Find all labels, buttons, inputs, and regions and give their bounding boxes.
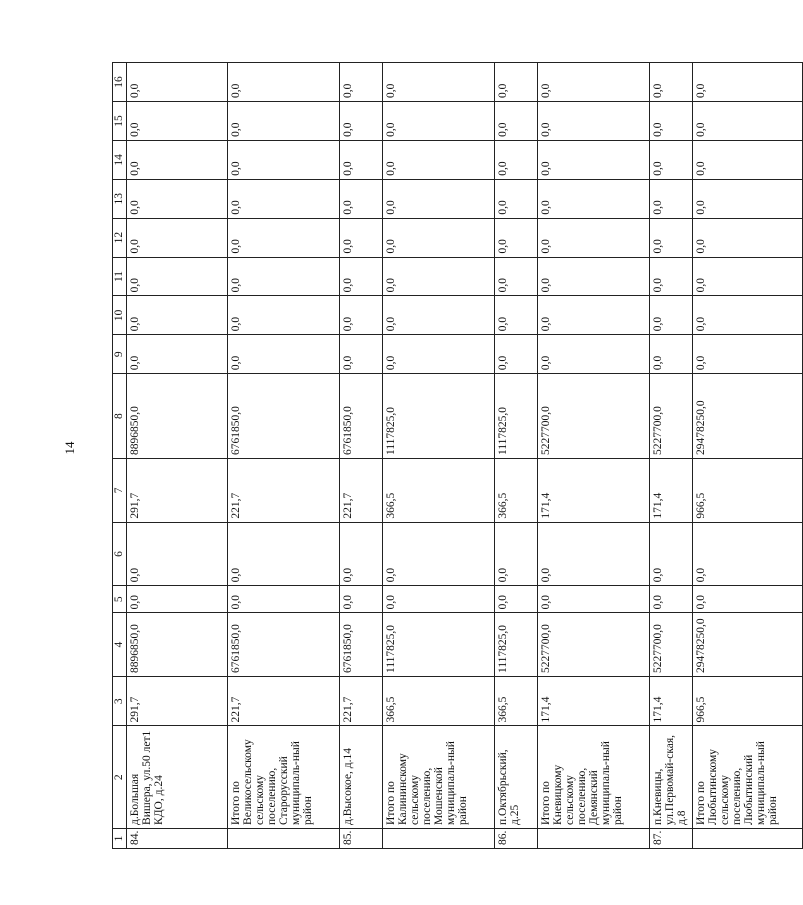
table-row [383,63,495,849]
header-cell: 4 [113,613,127,677]
value-cell: 0,0 [495,296,538,335]
value-cell: 0,0 [340,179,383,218]
header-cell: 5 [113,586,127,613]
value-cell: 29478250,0 [693,374,803,459]
value-cell: 0,0 [383,335,495,374]
value-cell: 0,0 [693,179,803,218]
value-cell: 0,0 [538,522,650,586]
header-cell: 14 [113,140,127,179]
value-cell: 0,0 [538,586,650,613]
value-cell: 6761850,0 [228,613,340,677]
row-name-cell: Итого по Великосельскому сельскому поселению, Старорусский муниципаль-ный район [228,726,340,829]
table-wrapper [112,62,780,849]
value-cell: 1117825,0 [383,374,495,459]
value-cell: 0,0 [495,335,538,374]
value-cell: 171,4 [538,459,650,523]
header-cell: 12 [113,218,127,257]
value-cell: 221,7 [340,459,383,523]
value-cell: 366,5 [495,459,538,523]
value-cell: 0,0 [340,335,383,374]
value-cell: 0,0 [383,257,495,296]
header-cell: 16 [113,63,127,102]
value-cell: 366,5 [383,676,495,725]
table-row [495,63,538,849]
row-name-cell: Итого по Кневицкому сельскому поселению, Демянский муниципаль-ный район [538,726,650,829]
value-cell: 0,0 [127,257,228,296]
row-name-cell: Итого по Калининскому сельскому поселению, Мошенской муниципаль-ный район [383,726,495,829]
value-cell: 0,0 [538,335,650,374]
value-cell: 0,0 [340,102,383,141]
row-number-cell [383,828,495,848]
value-cell: 0,0 [383,63,495,102]
value-cell: 0,0 [495,63,538,102]
value-cell: 0,0 [538,140,650,179]
value-cell: 1117825,0 [383,613,495,677]
value-cell: 0,0 [340,63,383,102]
value-cell: 0,0 [693,522,803,586]
value-cell: 6761850,0 [228,374,340,459]
row-number-cell: 84. [127,828,228,848]
value-cell: 0,0 [495,102,538,141]
header-cell: 6 [113,522,127,586]
data-table [112,62,803,849]
value-cell: 1117825,0 [495,613,538,677]
header-cell: 9 [113,335,127,374]
value-cell: 0,0 [538,63,650,102]
value-cell: 0,0 [495,140,538,179]
value-cell: 29478250,0 [693,613,803,677]
value-cell: 966,5 [693,459,803,523]
value-cell: 221,7 [340,676,383,725]
value-cell: 0,0 [340,296,383,335]
row-name-cell: п.Октябрьский, д.25 [495,726,538,829]
row-number-cell: 86. [495,828,538,848]
value-cell: 8896850,0 [127,374,228,459]
value-cell: 5227700,0 [538,613,650,677]
value-cell: 0,0 [650,296,693,335]
value-cell: 291,7 [127,459,228,523]
header-cell: 10 [113,296,127,335]
row-number-cell: 87. [650,828,693,848]
value-cell: 0,0 [228,102,340,141]
value-cell: 6761850,0 [340,374,383,459]
value-cell: 0,0 [383,218,495,257]
value-cell: 0,0 [693,102,803,141]
value-cell: 0,0 [127,63,228,102]
value-cell: 0,0 [650,102,693,141]
row-name-cell: д.Большая Вишера, ул.50 лет1 КДО, д.24 [127,726,228,829]
value-cell: 0,0 [650,179,693,218]
value-cell: 0,0 [228,257,340,296]
value-cell: 6761850,0 [340,613,383,677]
value-cell: 0,0 [228,296,340,335]
value-cell: 0,0 [127,102,228,141]
value-cell: 0,0 [693,140,803,179]
value-cell: 0,0 [228,63,340,102]
value-cell: 0,0 [383,102,495,141]
value-cell: 0,0 [340,218,383,257]
value-cell: 0,0 [693,63,803,102]
header-cell: 15 [113,102,127,141]
value-cell: 0,0 [383,522,495,586]
value-cell: 0,0 [650,335,693,374]
header-cell: 13 [113,179,127,218]
value-cell: 0,0 [127,335,228,374]
value-cell: 0,0 [495,218,538,257]
value-cell: 0,0 [228,335,340,374]
value-cell: 0,0 [340,522,383,586]
row-number-cell [538,828,650,848]
value-cell: 221,7 [228,459,340,523]
value-cell: 0,0 [693,586,803,613]
header-row [113,63,127,849]
value-cell: 0,0 [228,218,340,257]
value-cell: 0,0 [495,586,538,613]
value-cell: 0,0 [127,218,228,257]
table-body [113,63,803,849]
value-cell: 0,0 [495,179,538,218]
value-cell: 0,0 [693,218,803,257]
header-cell: 2 [113,726,127,829]
value-cell: 0,0 [650,218,693,257]
table-row [228,63,340,849]
value-cell: 8896850,0 [127,613,228,677]
value-cell: 0,0 [693,335,803,374]
row-number-cell [228,828,340,848]
header-cell: 11 [113,257,127,296]
table-row [127,63,228,849]
value-cell: 0,0 [127,140,228,179]
value-cell: 5227700,0 [650,613,693,677]
value-cell: 0,0 [495,522,538,586]
value-cell: 0,0 [383,586,495,613]
value-cell: 0,0 [340,257,383,296]
value-cell: 0,0 [383,296,495,335]
value-cell: 0,0 [228,140,340,179]
value-cell: 0,0 [383,140,495,179]
header-cell: 7 [113,459,127,523]
row-name-cell: Итого по Любытинскому сельскому поселению, Любытинский муниципаль-ный район [693,726,803,829]
value-cell: 171,4 [538,676,650,725]
header-cell: 1 [113,828,127,848]
value-cell: 0,0 [127,179,228,218]
value-cell: 0,0 [693,296,803,335]
value-cell: 0,0 [538,218,650,257]
value-cell: 366,5 [495,676,538,725]
row-name-cell: п.Кневицы, ул.Первомай-ская, д.8 [650,726,693,829]
value-cell: 171,4 [650,676,693,725]
value-cell: 221,7 [228,676,340,725]
value-cell: 366,5 [383,459,495,523]
page-number: 14 [62,441,77,455]
row-name-cell: д.Высокое, д.14 [340,726,383,829]
value-cell: 0,0 [127,296,228,335]
value-cell: 5227700,0 [538,374,650,459]
row-number-cell [693,828,803,848]
value-cell: 0,0 [650,257,693,296]
value-cell: 966,5 [693,676,803,725]
value-cell: 1117825,0 [495,374,538,459]
value-cell: 171,4 [650,459,693,523]
value-cell: 0,0 [228,179,340,218]
header-cell: 3 [113,676,127,725]
value-cell: 0,0 [228,522,340,586]
value-cell: 0,0 [127,586,228,613]
value-cell: 0,0 [650,586,693,613]
value-cell: 0,0 [693,257,803,296]
value-cell: 0,0 [228,586,340,613]
value-cell: 0,0 [650,63,693,102]
value-cell: 0,0 [538,296,650,335]
value-cell: 0,0 [650,522,693,586]
value-cell: 0,0 [650,140,693,179]
table-row [538,63,650,849]
table-row [650,63,693,849]
value-cell: 0,0 [538,179,650,218]
value-cell: 0,0 [340,140,383,179]
value-cell: 5227700,0 [650,374,693,459]
table-row [340,63,383,849]
row-number-cell: 85. [340,828,383,848]
header-cell: 8 [113,374,127,459]
value-cell: 0,0 [538,257,650,296]
value-cell: 0,0 [127,522,228,586]
value-cell: 0,0 [538,102,650,141]
value-cell: 291,7 [127,676,228,725]
table-row [693,63,803,849]
value-cell: 0,0 [495,257,538,296]
value-cell: 0,0 [340,586,383,613]
value-cell: 0,0 [383,179,495,218]
